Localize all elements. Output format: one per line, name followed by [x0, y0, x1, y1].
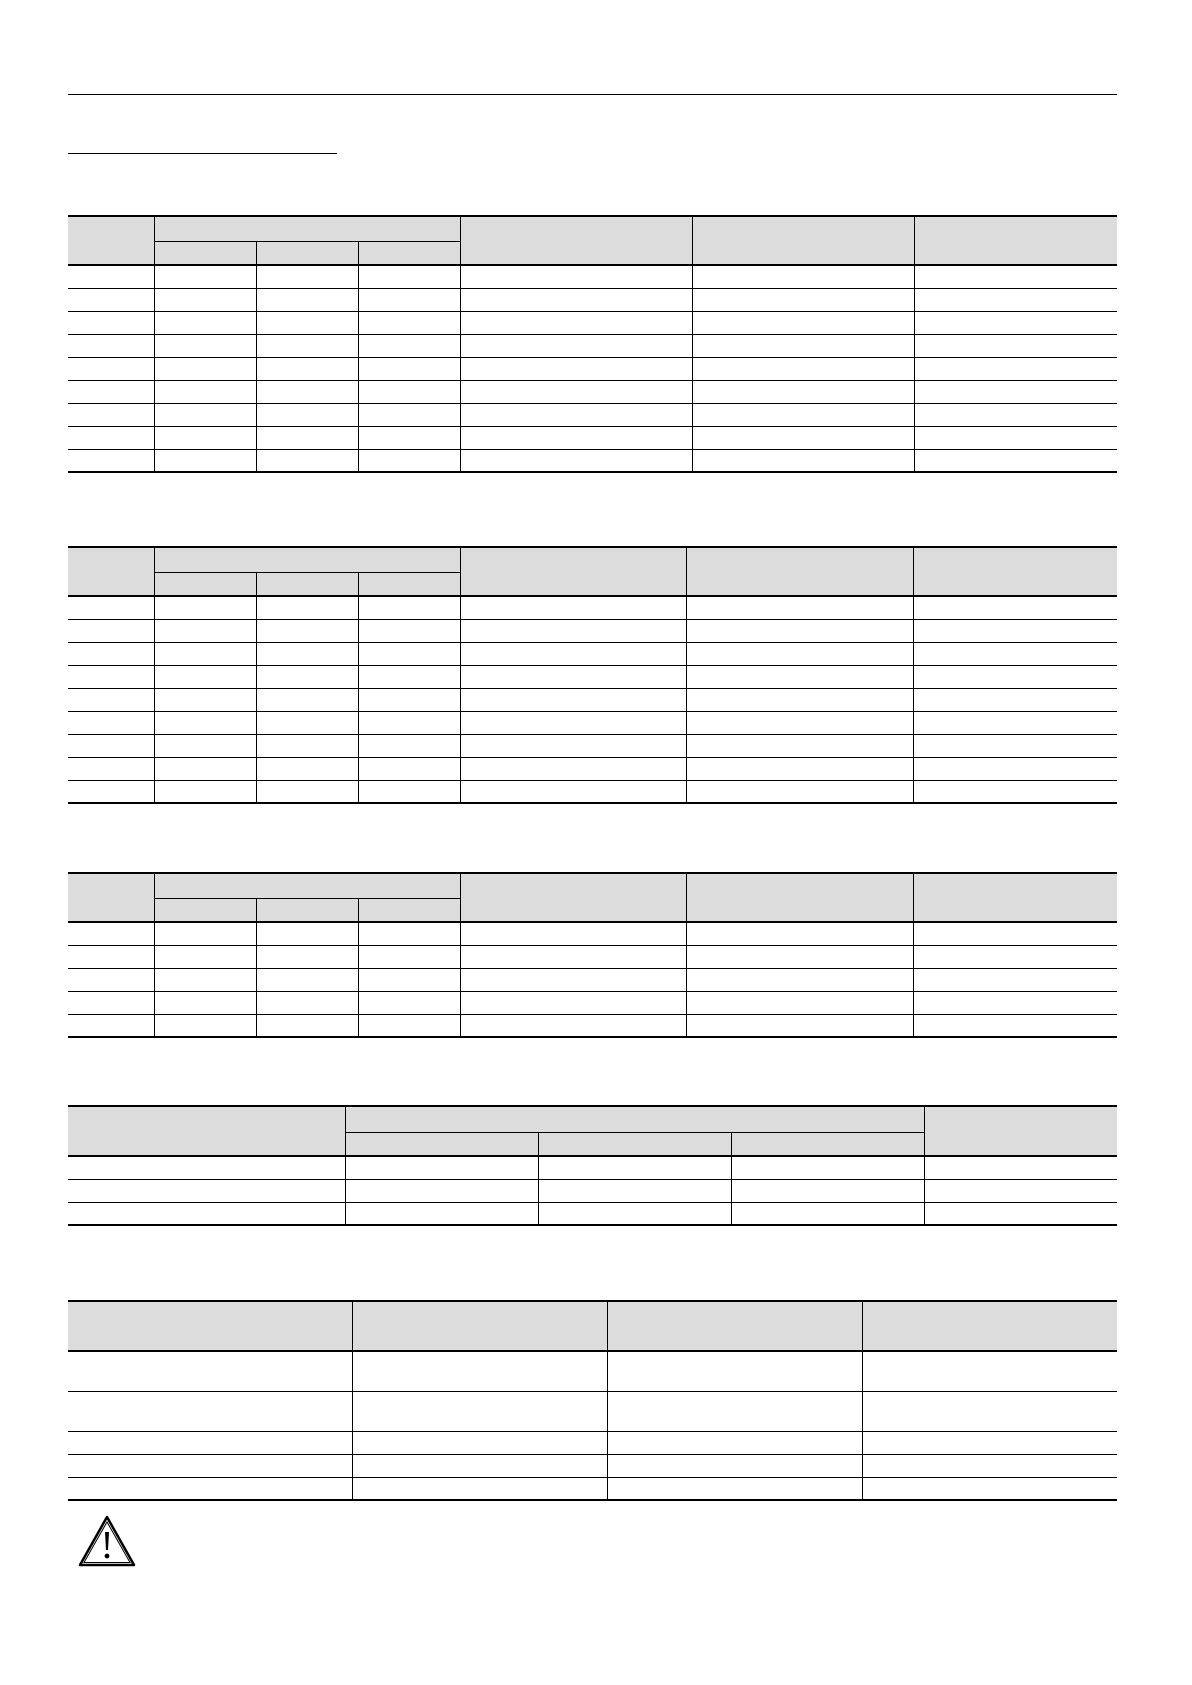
table-cell	[862, 1477, 1117, 1500]
header-cell	[460, 547, 686, 596]
table-cell	[154, 688, 256, 711]
table-row	[68, 642, 1117, 665]
table-cell	[692, 334, 914, 357]
table-cell	[460, 734, 686, 757]
table-cell	[68, 734, 154, 757]
table-cell	[913, 780, 1117, 803]
warning-triangle-icon	[77, 1514, 137, 1570]
table-row	[68, 991, 1117, 1014]
table-cell	[358, 688, 460, 711]
table-cell	[692, 357, 914, 380]
table-cell	[154, 380, 256, 403]
table-cell	[692, 380, 914, 403]
table-cell	[686, 734, 913, 757]
table-cell	[358, 449, 460, 472]
table-cell	[256, 449, 358, 472]
table-cell	[460, 357, 692, 380]
spec-table-2	[68, 546, 1117, 804]
table-cell	[460, 922, 686, 945]
sub-header-cell	[538, 1132, 731, 1156]
table-cell	[256, 688, 358, 711]
table-cell	[686, 757, 913, 780]
table-cell	[256, 780, 358, 803]
table-row	[68, 380, 1117, 403]
sub-header-cell	[358, 241, 460, 265]
table-cell	[68, 288, 154, 311]
table-cell	[154, 642, 256, 665]
table-cell	[345, 1156, 538, 1179]
table-row	[68, 1179, 1117, 1202]
table-cell	[256, 642, 358, 665]
table-cell	[68, 403, 154, 426]
table-cell	[538, 1202, 731, 1225]
table-cell	[352, 1351, 607, 1391]
table-row	[68, 1391, 1117, 1431]
table-cell	[358, 734, 460, 757]
table-cell	[686, 922, 913, 945]
table-cell	[692, 403, 914, 426]
table-row	[68, 1431, 1117, 1454]
table-cell	[256, 665, 358, 688]
table-cell	[68, 1014, 154, 1037]
table-cell	[256, 357, 358, 380]
table-cell	[68, 426, 154, 449]
header-cell	[913, 547, 1117, 596]
table-cell	[686, 1014, 913, 1037]
table-cell	[345, 1179, 538, 1202]
table-cell	[154, 596, 256, 619]
table-row	[68, 945, 1117, 968]
table-cell	[68, 1351, 352, 1391]
table-cell	[154, 922, 256, 945]
table-cell	[154, 311, 256, 334]
sub-header-cell	[256, 241, 358, 265]
header-cell	[68, 1106, 345, 1156]
table-cell	[154, 619, 256, 642]
table-cell	[68, 1391, 352, 1431]
table-cell	[256, 596, 358, 619]
header-cell	[68, 216, 154, 265]
table-cell	[862, 1454, 1117, 1477]
table-cell	[256, 922, 358, 945]
table-cell	[913, 711, 1117, 734]
table-cell	[460, 426, 692, 449]
table-cell	[686, 945, 913, 968]
table-cell	[913, 596, 1117, 619]
table-cell	[358, 711, 460, 734]
table-cell	[352, 1454, 607, 1477]
table-cell	[686, 968, 913, 991]
table-row	[68, 968, 1117, 991]
table-cell	[692, 311, 914, 334]
table-cell	[914, 311, 1117, 334]
group-header-cell	[154, 216, 460, 241]
header-cell	[924, 1106, 1117, 1156]
table-cell	[358, 288, 460, 311]
table-row	[68, 403, 1117, 426]
table-cell	[538, 1156, 731, 1179]
table-cell	[460, 757, 686, 780]
table-cell	[68, 922, 154, 945]
sub-header-cell	[154, 898, 256, 922]
header-cell	[913, 873, 1117, 922]
header-cell	[686, 547, 913, 596]
table-cell	[256, 734, 358, 757]
table-cell	[256, 265, 358, 288]
table-cell	[154, 665, 256, 688]
table-cell	[913, 922, 1117, 945]
table-cell	[460, 968, 686, 991]
table-cell	[913, 665, 1117, 688]
table-cell	[460, 311, 692, 334]
table-cell	[460, 596, 686, 619]
table-cell	[358, 380, 460, 403]
table-cell	[460, 619, 686, 642]
table-cell	[686, 780, 913, 803]
table-cell	[460, 665, 686, 688]
table-cell	[914, 288, 1117, 311]
table-cell	[913, 991, 1117, 1014]
table-cell	[460, 780, 686, 803]
table-cell	[460, 288, 692, 311]
table-cell	[256, 380, 358, 403]
table-cell	[914, 426, 1117, 449]
table-cell	[607, 1391, 862, 1431]
header-cell	[68, 873, 154, 922]
table-cell	[68, 757, 154, 780]
header-cell	[692, 216, 914, 265]
table-cell	[256, 991, 358, 1014]
table-cell	[68, 665, 154, 688]
table-cell	[460, 380, 692, 403]
table-row	[68, 288, 1117, 311]
table-cell	[460, 1014, 686, 1037]
table-cell	[68, 991, 154, 1014]
table-cell	[924, 1202, 1117, 1225]
table-row	[68, 1156, 1117, 1179]
table-cell	[68, 449, 154, 472]
sub-header-cell	[256, 572, 358, 596]
table-cell	[358, 991, 460, 1014]
table-cell	[68, 357, 154, 380]
table-cell	[154, 757, 256, 780]
table-cell	[68, 711, 154, 734]
table-cell	[692, 288, 914, 311]
table-cell	[913, 968, 1117, 991]
table-cell	[358, 596, 460, 619]
table-cell	[358, 642, 460, 665]
table-cell	[913, 688, 1117, 711]
table-row	[68, 922, 1117, 945]
table-cell	[731, 1179, 924, 1202]
table-row	[68, 1351, 1117, 1391]
table-cell	[68, 619, 154, 642]
table-cell	[256, 426, 358, 449]
sub-header-cell	[358, 898, 460, 922]
table-cell	[154, 991, 256, 1014]
table-cell	[345, 1202, 538, 1225]
table-cell	[358, 265, 460, 288]
table-row	[68, 1202, 1117, 1225]
table-cell	[460, 334, 692, 357]
table-cell	[68, 380, 154, 403]
table-cell	[914, 334, 1117, 357]
sub-header-cell	[731, 1132, 924, 1156]
header-cell	[460, 216, 692, 265]
table-cell	[460, 688, 686, 711]
header-cell	[862, 1301, 1117, 1351]
sub-header-cell	[345, 1132, 538, 1156]
table-cell	[607, 1454, 862, 1477]
table-cell	[352, 1477, 607, 1500]
table-cell	[154, 288, 256, 311]
section-title-underline	[68, 153, 337, 154]
sub-header-cell	[358, 572, 460, 596]
table-cell	[358, 780, 460, 803]
table-row	[68, 426, 1117, 449]
table-cell	[68, 596, 154, 619]
table-cell	[862, 1351, 1117, 1391]
table-cell	[68, 642, 154, 665]
table-row	[68, 780, 1117, 803]
table-cell	[358, 922, 460, 945]
table-cell	[913, 757, 1117, 780]
table-cell	[686, 688, 913, 711]
header-cell	[68, 1301, 352, 1351]
table-cell	[460, 991, 686, 1014]
table-row	[68, 1014, 1117, 1037]
table-cell	[460, 711, 686, 734]
table-cell	[358, 1014, 460, 1037]
table-cell	[358, 357, 460, 380]
table-cell	[358, 426, 460, 449]
table-cell	[154, 1014, 256, 1037]
header-cell	[68, 547, 154, 596]
header-cell	[460, 873, 686, 922]
table-cell	[68, 968, 154, 991]
table-cell	[862, 1391, 1117, 1431]
table-cell	[914, 265, 1117, 288]
table-row	[68, 619, 1117, 642]
table-cell	[68, 1454, 352, 1477]
table-cell	[460, 265, 692, 288]
table-cell	[358, 619, 460, 642]
table-cell	[256, 711, 358, 734]
table-cell	[914, 357, 1117, 380]
group-header-cell	[154, 873, 460, 898]
spec-table-3	[68, 872, 1117, 1038]
table-cell	[154, 357, 256, 380]
table-row	[68, 665, 1117, 688]
table-cell	[256, 619, 358, 642]
table-cell	[686, 711, 913, 734]
spec-table-1	[68, 215, 1117, 473]
table-cell	[460, 642, 686, 665]
header-cell	[352, 1301, 607, 1351]
table-cell	[686, 991, 913, 1014]
group-header-cell	[345, 1106, 924, 1132]
table-row	[68, 265, 1117, 288]
table-cell	[68, 311, 154, 334]
table-cell	[358, 403, 460, 426]
table-cell	[914, 403, 1117, 426]
table-cell	[914, 380, 1117, 403]
table-cell	[256, 968, 358, 991]
table-cell	[686, 619, 913, 642]
table-cell	[538, 1179, 731, 1202]
table-cell	[256, 403, 358, 426]
table-row	[68, 688, 1117, 711]
table-cell	[607, 1431, 862, 1454]
table-row	[68, 711, 1117, 734]
table-cell	[358, 334, 460, 357]
table-cell	[460, 449, 692, 472]
table-cell	[154, 334, 256, 357]
header-rule	[68, 94, 1117, 95]
table-cell	[256, 945, 358, 968]
table-cell	[68, 334, 154, 357]
spec-table-5	[68, 1300, 1117, 1501]
table-row	[68, 734, 1117, 757]
table-cell	[913, 734, 1117, 757]
table-cell	[460, 945, 686, 968]
table-cell	[256, 311, 358, 334]
table-cell	[913, 945, 1117, 968]
header-cell	[914, 216, 1117, 265]
table-cell	[68, 1477, 352, 1500]
table-cell	[358, 945, 460, 968]
table-cell	[913, 1014, 1117, 1037]
table-cell	[914, 449, 1117, 472]
table-cell	[68, 265, 154, 288]
table-cell	[358, 757, 460, 780]
table-cell	[692, 426, 914, 449]
table-cell	[154, 711, 256, 734]
table-cell	[686, 665, 913, 688]
table-cell	[352, 1391, 607, 1431]
table-row	[68, 449, 1117, 472]
sub-header-cell	[154, 241, 256, 265]
table-cell	[731, 1202, 924, 1225]
group-header-cell	[154, 547, 460, 572]
table-cell	[256, 757, 358, 780]
table-row	[68, 311, 1117, 334]
table-cell	[154, 449, 256, 472]
table-row	[68, 357, 1117, 380]
table-row	[68, 757, 1117, 780]
table-cell	[68, 1179, 345, 1202]
table-cell	[154, 403, 256, 426]
table-cell	[154, 734, 256, 757]
table-cell	[913, 642, 1117, 665]
table-cell	[692, 265, 914, 288]
header-cell	[607, 1301, 862, 1351]
table-cell	[731, 1156, 924, 1179]
table-cell	[256, 334, 358, 357]
table-cell	[154, 265, 256, 288]
table-cell	[692, 449, 914, 472]
table-row	[68, 1477, 1117, 1500]
table-cell	[256, 288, 358, 311]
table-cell	[68, 1202, 345, 1225]
table-cell	[924, 1179, 1117, 1202]
table-row	[68, 334, 1117, 357]
table-cell	[68, 1431, 352, 1454]
table-cell	[68, 688, 154, 711]
table-cell	[686, 642, 913, 665]
table-cell	[256, 1014, 358, 1037]
table-row	[68, 1454, 1117, 1477]
table-cell	[686, 596, 913, 619]
table-cell	[862, 1431, 1117, 1454]
table-cell	[154, 945, 256, 968]
table-cell	[460, 403, 692, 426]
table-cell	[358, 968, 460, 991]
sub-header-cell	[154, 572, 256, 596]
table-cell	[924, 1156, 1117, 1179]
table-cell	[68, 780, 154, 803]
table-cell	[68, 945, 154, 968]
header-cell	[686, 873, 913, 922]
table-row	[68, 596, 1117, 619]
spec-table-4	[68, 1105, 1117, 1226]
table-cell	[358, 311, 460, 334]
table-cell	[154, 968, 256, 991]
table-cell	[154, 426, 256, 449]
table-cell	[68, 1156, 345, 1179]
table-cell	[607, 1477, 862, 1500]
table-cell	[352, 1431, 607, 1454]
table-cell	[154, 780, 256, 803]
table-cell	[607, 1351, 862, 1391]
sub-header-cell	[256, 898, 358, 922]
table-cell	[913, 619, 1117, 642]
table-cell	[358, 665, 460, 688]
